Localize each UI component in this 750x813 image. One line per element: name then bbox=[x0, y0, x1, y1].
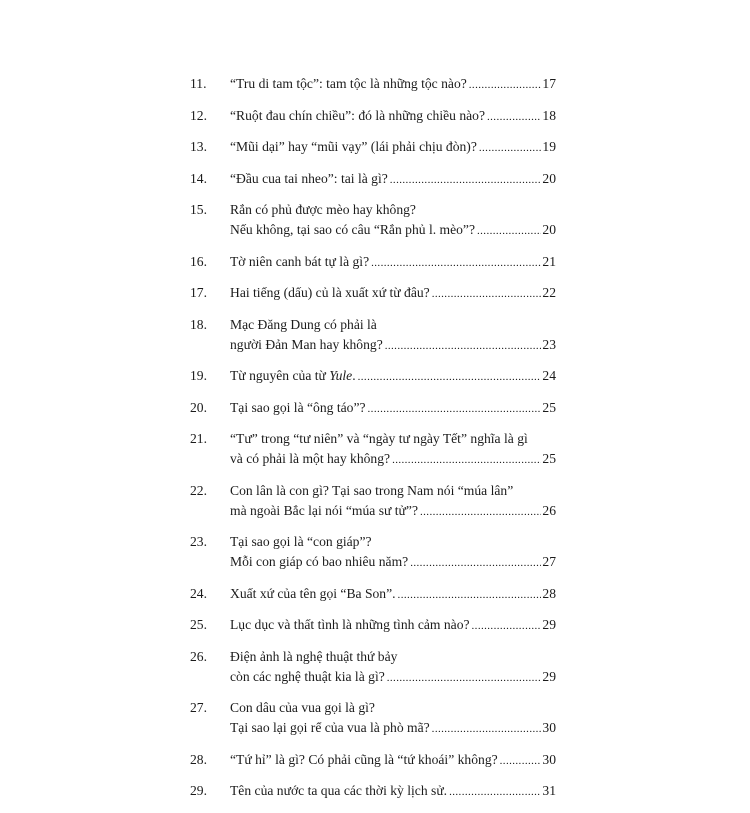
entry-line bbox=[230, 315, 556, 335]
entry-line bbox=[230, 137, 556, 158]
entry-line-text: và có phải là một hay không? bbox=[230, 451, 391, 466]
entry-line bbox=[230, 781, 556, 802]
toc-entry bbox=[190, 698, 556, 739]
dot-leader bbox=[449, 782, 541, 802]
entry-line-text: “Tư” trong “tư niên” và “ngày tư ngày Tết” nghĩa là gì bbox=[230, 431, 528, 446]
dot-leader bbox=[432, 284, 542, 304]
dot-leader bbox=[368, 399, 542, 419]
toc-entry bbox=[190, 398, 556, 419]
dot-leader bbox=[398, 585, 542, 605]
dot-leader bbox=[387, 668, 542, 688]
entry-line-text: Tại sao gọi là “con giáp”? bbox=[230, 534, 372, 549]
entry-line-text: “Đầu cua tai nheo”: tai là gì? bbox=[230, 170, 388, 186]
entry-line bbox=[230, 74, 556, 95]
entry-title bbox=[230, 750, 556, 771]
entry-line-text: Tên của nước ta qua các thời kỳ lịch sử. bbox=[230, 783, 448, 798]
entry-number: 11. bbox=[190, 76, 207, 91]
toc-entry bbox=[190, 584, 556, 605]
entry-line bbox=[230, 200, 556, 220]
entry-line-text: Xuất xứ của tên gọi “Ba Son”. bbox=[230, 585, 396, 601]
entry-number: 24. bbox=[190, 585, 207, 601]
entry-title bbox=[230, 315, 556, 356]
entry-line-text: Mạc Đăng Dung có phải là bbox=[230, 316, 377, 332]
entry-line bbox=[230, 532, 556, 552]
entry-line bbox=[230, 335, 556, 356]
page-number: 20 bbox=[542, 222, 556, 237]
entry-line bbox=[230, 169, 556, 190]
entry-line bbox=[230, 667, 556, 688]
dot-leader bbox=[371, 253, 541, 273]
entry-number: 28. bbox=[190, 751, 207, 767]
entry-title bbox=[230, 781, 556, 802]
page-number: 17 bbox=[542, 76, 556, 91]
entry-line-text: Con dâu của vua gọi là gì? bbox=[230, 700, 375, 715]
toc-entry bbox=[190, 283, 556, 304]
entry-line bbox=[230, 481, 556, 501]
entry-title bbox=[230, 74, 556, 95]
entry-number: 19. bbox=[190, 368, 207, 383]
dot-leader bbox=[410, 553, 541, 573]
entry-line bbox=[230, 615, 556, 636]
toc-entry bbox=[190, 106, 556, 127]
entry-title bbox=[230, 398, 556, 419]
entry-title bbox=[230, 106, 556, 127]
dot-leader bbox=[479, 138, 542, 158]
entry-line bbox=[230, 366, 556, 387]
entry-number: 20. bbox=[190, 399, 207, 415]
page-number: 29 bbox=[542, 668, 556, 684]
dot-leader bbox=[432, 719, 542, 739]
entry-number: 14. bbox=[190, 170, 207, 186]
toc-entry bbox=[190, 137, 556, 158]
toc-entry bbox=[190, 74, 556, 95]
entry-number: 25. bbox=[190, 617, 207, 632]
dot-leader bbox=[472, 616, 542, 636]
entry-line bbox=[230, 220, 556, 241]
page-number: 20 bbox=[542, 170, 556, 186]
entry-line bbox=[230, 398, 556, 419]
entry-line-text: “Mũi dại” hay “mũi vạy” (lái phải chịu đòn)? bbox=[230, 139, 477, 154]
entry-number: 27. bbox=[190, 700, 207, 715]
toc-entry bbox=[190, 532, 556, 573]
entry-line-text: người Đản Man hay không? bbox=[230, 336, 383, 352]
entry-title bbox=[230, 169, 556, 190]
page-number: 22 bbox=[542, 285, 556, 300]
page-number: 25 bbox=[542, 399, 556, 415]
entry-title bbox=[230, 532, 556, 573]
entry-title bbox=[230, 137, 556, 158]
page-number: 26 bbox=[542, 502, 556, 518]
entry-title bbox=[230, 647, 556, 688]
entry-number: 16. bbox=[190, 253, 207, 269]
entry-line-text: Tờ niên canh bát tự là gì? bbox=[230, 253, 370, 269]
entry-title bbox=[230, 366, 556, 387]
entry-title bbox=[230, 283, 556, 304]
toc-entry bbox=[190, 429, 556, 470]
entry-line bbox=[230, 698, 556, 718]
entry-line-text: Mỗi con giáp có bao nhiêu năm? bbox=[230, 554, 409, 569]
toc-entry bbox=[190, 200, 556, 241]
page-number: 18 bbox=[542, 107, 556, 123]
entry-line-text: Từ nguyên của từ Yule. bbox=[230, 368, 356, 383]
entry-line-text: Tại sao lại gọi rể của vua là phò mã? bbox=[230, 720, 430, 735]
toc-entry bbox=[190, 252, 556, 273]
entry-number: 18. bbox=[190, 316, 207, 332]
entry-line bbox=[230, 449, 556, 470]
entry-line bbox=[230, 501, 556, 522]
entry-number: 17. bbox=[190, 285, 207, 300]
toc-entry bbox=[190, 315, 556, 356]
dot-leader bbox=[390, 170, 542, 190]
dot-leader bbox=[500, 751, 542, 771]
entry-number: 13. bbox=[190, 139, 207, 154]
toc-entry bbox=[190, 750, 556, 771]
entry-line bbox=[230, 718, 556, 739]
dot-leader bbox=[487, 107, 541, 127]
entry-title bbox=[230, 429, 556, 470]
entry-line bbox=[230, 584, 556, 605]
entry-line-text: Nếu không, tại sao có câu “Rắn phủ l. mèo”? bbox=[230, 222, 475, 237]
entry-line bbox=[230, 552, 556, 573]
entry-line-text: Tại sao gọi là “ông táo”? bbox=[230, 399, 366, 415]
page-number: 19 bbox=[542, 139, 556, 154]
page-number: 28 bbox=[542, 585, 556, 601]
entry-title bbox=[230, 698, 556, 739]
entry-number: 22. bbox=[190, 482, 207, 498]
table-of-contents bbox=[190, 74, 556, 813]
entry-title bbox=[230, 615, 556, 636]
entry-line bbox=[230, 106, 556, 127]
entry-number: 29. bbox=[190, 783, 207, 798]
toc-entry bbox=[190, 647, 556, 688]
entry-number: 12. bbox=[190, 107, 207, 123]
entry-line bbox=[230, 283, 556, 304]
dot-leader bbox=[477, 221, 541, 241]
toc-entry bbox=[190, 615, 556, 636]
page-number: 29 bbox=[542, 617, 556, 632]
dot-leader bbox=[469, 75, 542, 95]
entry-line bbox=[230, 647, 556, 667]
entry-line-text: Điện ảnh là nghệ thuật thứ bảy bbox=[230, 648, 398, 664]
page-number: 23 bbox=[542, 336, 556, 352]
toc-entry bbox=[190, 169, 556, 190]
entry-line-text: mà ngoài Bắc lại nói “múa sư tử”? bbox=[230, 502, 418, 518]
entry-line-text: Rắn có phủ được mèo hay không? bbox=[230, 202, 416, 217]
page-number: 30 bbox=[542, 751, 556, 767]
entry-line-text: còn các nghệ thuật kia là gì? bbox=[230, 668, 385, 684]
dot-leader bbox=[358, 367, 542, 387]
entry-number: 21. bbox=[190, 431, 207, 446]
entry-title bbox=[230, 252, 556, 273]
entry-line-text: “Tru di tam tộc”: tam tộc là những tộc nào? bbox=[230, 76, 467, 91]
toc-entry bbox=[190, 781, 556, 802]
entry-line-text: “Ruột đau chín chiều”: đó là những chiều nào? bbox=[230, 107, 485, 123]
entry-line bbox=[230, 252, 556, 273]
entry-line-text: “Tứ hỉ” là gì? Có phải cũng là “tứ khoái” không? bbox=[230, 751, 498, 767]
entry-title bbox=[230, 200, 556, 241]
entry-number: 26. bbox=[190, 648, 207, 664]
entry-line-text: Con lân là con gì? Tại sao trong Nam nói “múa lân” bbox=[230, 482, 514, 498]
entry-number: 15. bbox=[190, 202, 207, 217]
entry-number: 23. bbox=[190, 534, 207, 549]
entry-line bbox=[230, 429, 556, 449]
page-number: 21 bbox=[542, 253, 556, 269]
dot-leader bbox=[420, 502, 541, 522]
toc-entry bbox=[190, 481, 556, 522]
page-number: 27 bbox=[542, 554, 556, 569]
entry-line bbox=[230, 750, 556, 771]
page-number: 25 bbox=[542, 451, 556, 466]
page-number: 24 bbox=[542, 368, 556, 383]
entry-line-text: Lục dục và thất tình là những tình cảm nào? bbox=[230, 617, 470, 632]
entry-title bbox=[230, 584, 556, 605]
page-number: 31 bbox=[542, 783, 556, 798]
dot-leader bbox=[385, 336, 542, 356]
entry-line-text: Hai tiếng (dấu) củ là xuất xứ từ đâu? bbox=[230, 285, 430, 300]
dot-leader bbox=[392, 450, 541, 470]
page-number: 30 bbox=[542, 720, 556, 735]
entry-title bbox=[230, 481, 556, 522]
toc-entry bbox=[190, 366, 556, 387]
